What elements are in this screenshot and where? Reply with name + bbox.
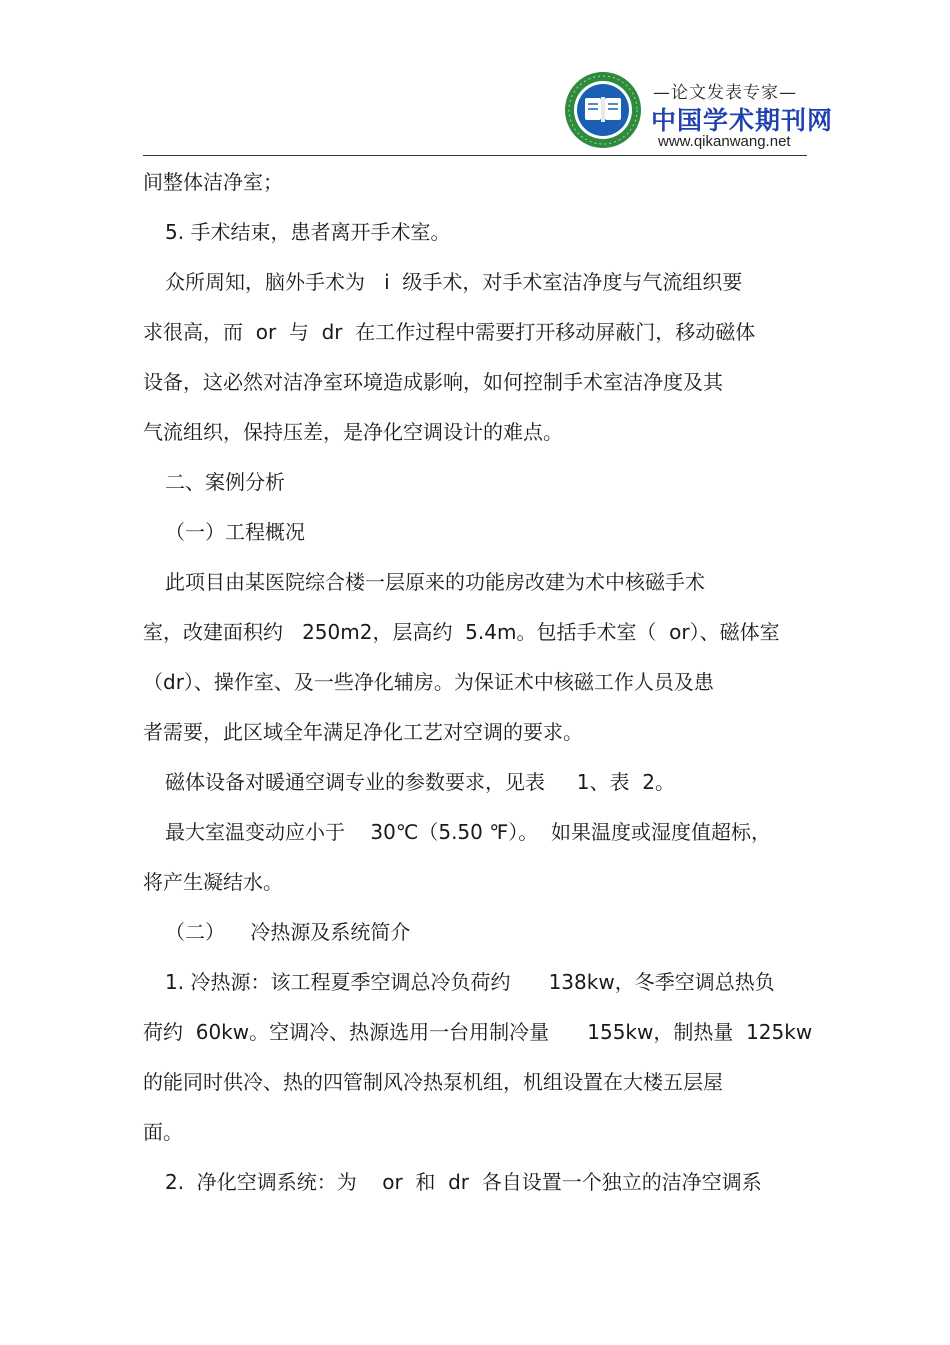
text-line: 气流组织，保持压差，是净化空调设计的难点。 bbox=[143, 420, 563, 444]
text-line: 将产生凝结水。 bbox=[143, 870, 283, 894]
subsection-heading: （一）工程概况 bbox=[165, 520, 305, 544]
text-line: 5. 手术结束，患者离开手术室。 bbox=[165, 220, 451, 244]
section-heading: 二、案例分析 bbox=[165, 470, 285, 494]
text-line: 最大室温变动应小于 30℃（5.50 ℉）。 如果温度或湿度值超标， bbox=[165, 820, 771, 844]
text-line: 室，改建面积约 250m2，层高约 5.4m。包括手术室（ or）、磁体室 bbox=[143, 620, 780, 644]
text-line: （dr）、操作室、及一些净化辅房。为保证术中核磁工作人员及患 bbox=[143, 670, 714, 694]
text-line: 者需要，此区域全年满足净化工艺对空调的要求。 bbox=[143, 720, 583, 744]
text-line: 设备，这必然对洁净室环境造成影响，如何控制手术室洁净度及其 bbox=[143, 370, 723, 394]
logo-tagline: —论文发表专家— bbox=[653, 83, 797, 103]
text-line: 此项目由某医院综合楼一层原来的功能房改建为术中核磁手术 bbox=[165, 570, 705, 594]
text-line: 荷约 60kw。空调冷、热源选用一台用制冷量 155kw，制热量 125kw bbox=[143, 1020, 813, 1044]
logo-name: 中国学术期刊网 bbox=[651, 106, 834, 135]
text-line: 的能同时供冷、热的四管制风冷热泵机组，机组设置在大楼五层屋 bbox=[143, 1070, 723, 1094]
subsection-heading: （二） 冷热源及系统简介 bbox=[165, 920, 411, 944]
text-line: 面。 bbox=[143, 1120, 183, 1144]
text-line: 1. 冷热源：该工程夏季空调总冷负荷约 138kw，冬季空调总热负 bbox=[165, 970, 775, 994]
text-line: 间整体洁净室； bbox=[143, 170, 283, 194]
logo-url: www.qikanwang.net bbox=[658, 133, 791, 150]
text-line: 2. 净化空调系统：为 or 和 dr 各自设置一个独立的洁净空调系 bbox=[165, 1170, 762, 1194]
text-line: 众所周知，脑外手术为 i 级手术，对手术室洁净度与气流组织要 bbox=[165, 270, 743, 294]
text-line: 磁体设备对暖通空调专业的参数要求，见表 1、表 2。 bbox=[165, 770, 675, 794]
text-line: 求很高，而 or 与 dr 在工作过程中需要打开移动屏蔽门，移动磁体 bbox=[143, 320, 756, 344]
